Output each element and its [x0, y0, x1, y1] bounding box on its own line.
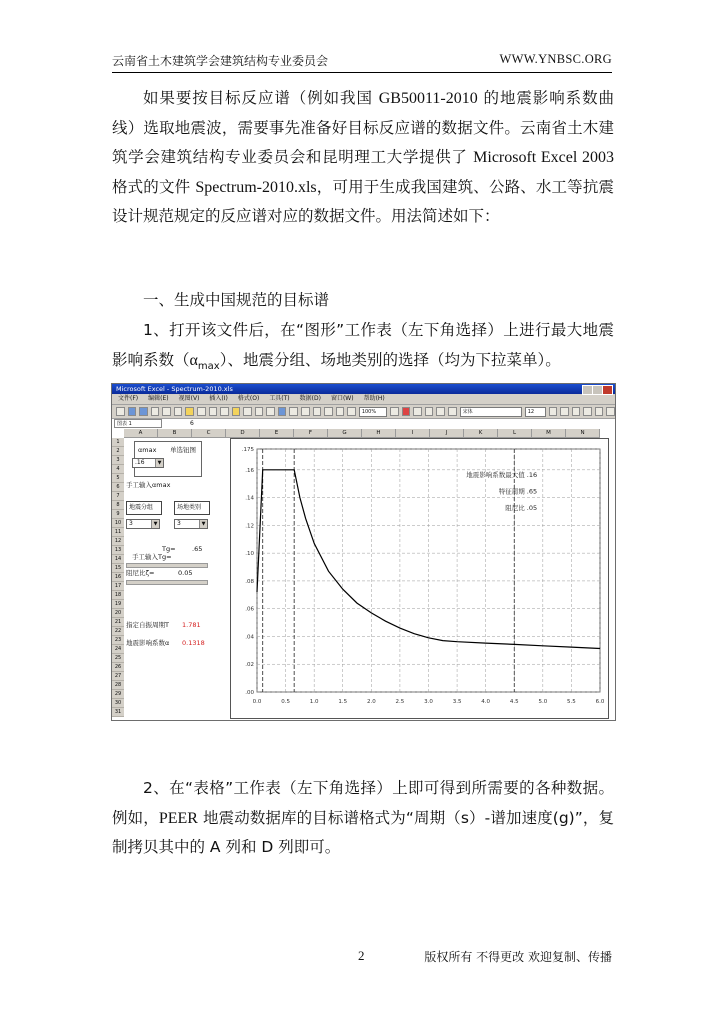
x-tick-label: 1.5: [338, 699, 348, 705]
row-header[interactable]: 17: [112, 582, 124, 591]
excel-toolbar: [112, 405, 615, 419]
y-tick-label: .16: [245, 467, 254, 474]
damping-scrollbar[interactable]: [126, 580, 208, 585]
row-header[interactable]: 25: [112, 654, 124, 663]
y-tick-label: .10: [245, 551, 254, 558]
x-tick-label: 0.0: [252, 699, 262, 705]
damping-value: 0.05: [178, 569, 193, 577]
x-tick-label: 5.0: [538, 699, 548, 705]
x-tick-label: 4.0: [481, 699, 491, 705]
row-header[interactable]: 13: [112, 546, 124, 555]
x-tick-label: 6.0: [595, 699, 605, 705]
column-header[interactable]: M: [532, 429, 566, 438]
column-header[interactable]: J: [430, 429, 464, 438]
menu-item-8[interactable]: 帮助(H): [363, 395, 385, 402]
row-header[interactable]: 16: [112, 573, 124, 582]
row-header[interactable]: 30: [112, 699, 124, 708]
x-tick-label: 5.5: [567, 699, 576, 705]
row-header[interactable]: 18: [112, 591, 124, 600]
row-header[interactable]: 8: [112, 501, 124, 510]
column-header[interactable]: D: [226, 429, 260, 438]
row-header[interactable]: 19: [112, 600, 124, 609]
menu-item-4[interactable]: 格式(O): [237, 395, 260, 402]
column-header[interactable]: K: [464, 429, 498, 438]
row-header[interactable]: 15: [112, 564, 124, 573]
x-tick-label: 0.5: [281, 699, 290, 705]
y-tick-label: .00: [245, 690, 254, 696]
menu-item-5[interactable]: 工具(T): [269, 395, 290, 402]
worksheet: [112, 429, 615, 720]
row-header[interactable]: 11: [112, 528, 124, 537]
menu-item-2[interactable]: 视图(V): [178, 395, 200, 402]
site-dropdown[interactable]: 3 ▼: [174, 519, 208, 529]
y-tick-label: .02: [245, 662, 254, 669]
peer-text: PEER: [158, 809, 198, 827]
x-tick-label: 3.5: [452, 699, 462, 705]
row-header[interactable]: 21: [112, 618, 124, 627]
group-dropdown[interactable]: 3 ▼: [126, 519, 160, 529]
file-name: Spectrum-2010.xls: [195, 178, 317, 196]
copyright-notice: 版权所有 不得更改 欢迎复制、传播: [424, 950, 612, 964]
row-header[interactable]: 1: [112, 438, 124, 447]
x-tick-label: 2.5: [395, 699, 405, 705]
row-header[interactable]: 28: [112, 681, 124, 690]
menu-item-3[interactable]: 插入(I): [209, 395, 228, 402]
row-header[interactable]: 31: [112, 708, 124, 717]
column-header[interactable]: E: [260, 429, 294, 438]
page-footer: [112, 946, 612, 966]
chart-annotation: 阻尼比 .05: [505, 504, 538, 513]
group-button[interactable]: 地震分组: [126, 501, 162, 515]
row-header[interactable]: 29: [112, 690, 124, 699]
row-header[interactable]: 3: [112, 456, 124, 465]
menu-item-6[interactable]: 数据(D): [299, 395, 321, 402]
row-header[interactable]: 14: [112, 555, 124, 564]
name-box[interactable]: 图表 1: [114, 419, 162, 428]
excel-menu-bar: [112, 394, 615, 405]
check-label[interactable]: 单选钮图: [170, 446, 196, 454]
y-tick-label: .175: [241, 447, 254, 453]
option-alpha[interactable]: αmax: [138, 446, 157, 454]
spectrum-chart: [231, 439, 608, 718]
excel-screenshot: [111, 383, 616, 721]
menu-item-7[interactable]: 窗口(W): [330, 395, 354, 402]
formula-value[interactable]: 6: [190, 420, 194, 427]
row-header[interactable]: 22: [112, 627, 124, 636]
row-header[interactable]: 9: [112, 510, 124, 519]
x-tick-label: 3.0: [424, 699, 433, 705]
section-title: 一、生成中国规范的目标谱: [143, 291, 330, 309]
tg-label: Tg=: [162, 545, 176, 553]
column-header[interactable]: H: [362, 429, 396, 438]
row-header[interactable]: 10: [112, 519, 124, 528]
page-number: 2: [358, 948, 365, 963]
zoom-combo[interactable]: 100%: [359, 407, 387, 417]
row-header[interactable]: 12: [112, 537, 124, 546]
header-organization: 云南省土木建筑学会建筑结构专业委员会: [112, 54, 329, 68]
row-header[interactable]: 2: [112, 447, 124, 456]
y-tick-label: .04: [245, 634, 254, 641]
column-header[interactable]: I: [396, 429, 430, 438]
column-header[interactable]: B: [158, 429, 192, 438]
row-header[interactable]: 23: [112, 636, 124, 645]
menu-item-0[interactable]: 文件(F): [118, 395, 139, 402]
manual-tg[interactable]: 手工输入Tg=: [132, 553, 172, 561]
size-combo[interactable]: 12: [525, 407, 546, 417]
spectrum-chart-box[interactable]: [230, 438, 609, 719]
step2-paragraph: 2、在“表格”工作表（左下角选择）上即可得到所需要的各种数据。例如，PEER 地震动数据库的目标谱格式为“周期（s）-谱加速度(g)”，复制拷贝其中的 A 列和 D 列即可。: [112, 779, 614, 856]
row-header[interactable]: 6: [112, 483, 124, 492]
coef-label: 地震影响系数α: [126, 639, 170, 647]
option-manual-alpha[interactable]: 手工输入αmax: [126, 481, 171, 489]
y-tick-label: .14: [245, 495, 254, 502]
row-header[interactable]: 4: [112, 465, 124, 474]
x-tick-label: 4.5: [509, 699, 519, 705]
row-header[interactable]: 26: [112, 663, 124, 672]
damping-label: 阻尼比ζ=: [126, 569, 155, 577]
x-tick-label: 2.0: [366, 699, 376, 705]
y-tick-label: .08: [245, 578, 254, 585]
tg-value: .65: [192, 545, 203, 553]
intro-paragraph: 如果要按目标反应谱（例如我国 GB50011-2010 的地震影响系数曲线）选取地震波，需要事先准备好目标反应谱的数据文件。云南省土木建筑学会建筑结构专业委员会和昆明理工大学提供了 Microsoft Excel 2003 格式的文件 Spectrum-2010.xls，可用于生成我国建筑、公路、水工等抗震设计规范规定的反应谱对应的数据文件。用法简述如下：: [112, 89, 614, 225]
site-button[interactable]: 场地类别: [174, 501, 210, 515]
chart-annotation: 地震影响系数最大值 .16: [466, 470, 538, 479]
step1-paragraph: 1、打开该文件后，在“图形”工作表（左下角选择）上进行最大地震影响系数$(\alpha_{max})$、地震分组、场地类别的选择（均为下拉菜单）。: [112, 321, 614, 372]
period-value: 1.781: [182, 621, 201, 629]
column-header[interactable]: C: [192, 429, 226, 438]
column-header[interactable]: A: [124, 429, 158, 438]
row-header[interactable]: 5: [112, 474, 124, 483]
y-tick-label: .06: [245, 606, 254, 613]
column-header[interactable]: F: [294, 429, 328, 438]
menu-item-1[interactable]: 编辑(E): [148, 395, 169, 402]
column-header[interactable]: L: [498, 429, 532, 438]
column-header[interactable]: N: [566, 429, 600, 438]
page-header: [112, 50, 612, 73]
tg-scrollbar[interactable]: [126, 563, 208, 568]
x-tick-label: 1.0: [309, 699, 319, 705]
chart-annotation: 特征周期 .65: [498, 487, 538, 496]
column-header[interactable]: G: [328, 429, 362, 438]
excel-title-bar: Microsoft Excel - Spectrum-2010.xls: [112, 384, 615, 394]
excel-version: Microsoft Excel 2003: [473, 149, 614, 166]
coef-value: 0.1318: [182, 639, 205, 647]
y-tick-label: .12: [245, 523, 254, 530]
period-label: 指定自振周期T: [126, 621, 169, 629]
code-reference: GB50011-2010: [378, 90, 478, 107]
row-header[interactable]: 20: [112, 609, 124, 618]
row-header[interactable]: 7: [112, 492, 124, 501]
font-combo[interactable]: 宋体: [460, 407, 522, 417]
alpha-dropdown[interactable]: .16 ▼: [132, 458, 164, 468]
row-header[interactable]: 27: [112, 672, 124, 681]
row-header[interactable]: 24: [112, 645, 124, 654]
header-website: WWW.YNBSC.ORG: [499, 52, 612, 66]
